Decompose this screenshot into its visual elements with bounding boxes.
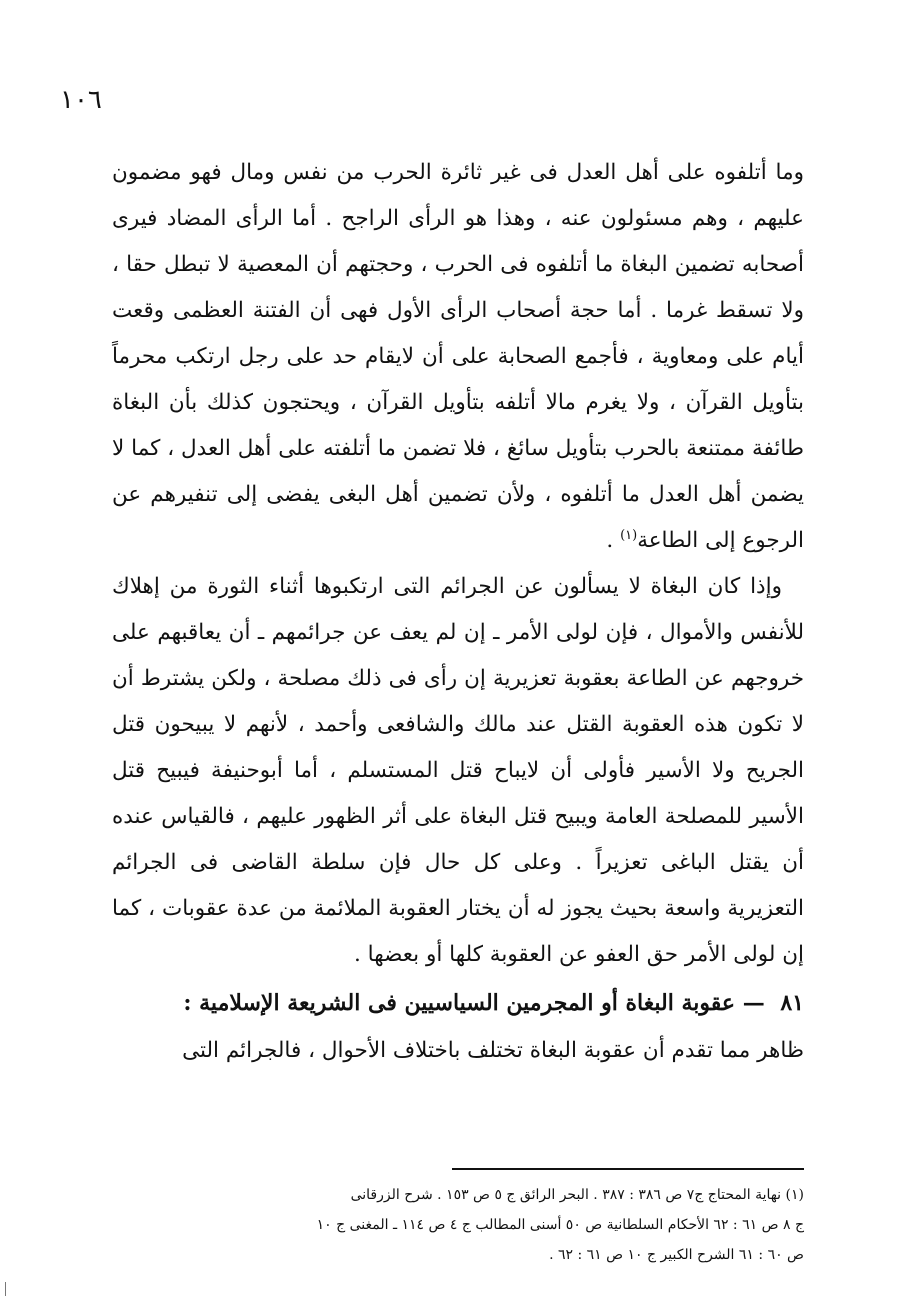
paragraph-1 — [112, 150, 804, 564]
section-title: عقوبة البغاة أو المجرمين السياسيين فى الشريعة الإسلامية : — [183, 990, 736, 1016]
footnote-line-1: (١) نهاية المحتاج ج٧ ص ٣٨٦ : ٣٨٧ . البحر الرائق ج ٥ ص ١٥٣ . شرح الزرقانى — [350, 1187, 804, 1203]
section-heading — [112, 978, 804, 1028]
footnote-line-2: ج ٨ ص ٦١ : ٦٢ الأحكام السلطانية ص ٥٠ أسنى المطالب ج ٤ ص ١١٤ ـ المغنى ج ١٠ — [316, 1217, 804, 1233]
footnotes — [112, 1180, 804, 1270]
scan-artifact — [5, 1282, 6, 1296]
paragraph-2 — [112, 564, 804, 978]
section-number: ٨١ — [780, 990, 804, 1016]
section-paragraph-text: ظاهر مما تقدم أن عقوبة البغاة تختلف باختلاف الأحوال ، فالجرائم التى — [182, 1038, 804, 1063]
footnote-reference[interactable]: (١) — [620, 527, 638, 543]
paragraph-1-text: وما أتلفوه على أهل العدل فى غير ثائرة الحرب من نفس ومال فهو مضمون عليهم ، وهم مسئولون عنه ، وهذا هو الرأى الراجح . أما الرأى المضاد فيرى أصحابه تضمين البغاة ما أتلفوه فى الحرب ، وحجتهم أن المعصية لا تبطل حقا ، ولا تسقط غرما . أما حجة أصحاب الرأى الأول فهى أن الفتنة العظمى وقعت أيام على ومعاوية ، فأجمع الصحابة على أن لايقام حد على رجل ارتكب محرماً بتأويل القرآن ، ولا يغرم مالا أتلفه بتأويل القرآن ، ويحتجون كذلك بأن البغاة طائفة ممتنعة بالحرب بتأويل سائغ ، فلا تضمن ما أتلفته على أهل العدل ، كما لا يضمن أهل العدل ما أتلفوه ، ولأن تضمين أهل البغى يفضى إلى تنفيرهم عن الرجوع إلى الطاعة — [112, 160, 804, 553]
footnote-line-3: ص ٦٠ : ٦١ الشرح الكبير ج ١٠ ص ٦١ : ٦٢ . — [549, 1247, 804, 1263]
page-number: ١٠٦ — [60, 85, 102, 115]
section-dash: — — [742, 990, 765, 1016]
main-text — [112, 150, 804, 1074]
section-paragraph — [112, 1028, 804, 1074]
footnote-divider — [452, 1168, 804, 1170]
paragraph-1-end: . — [606, 528, 621, 553]
paragraph-2-text: وإذا كان البغاة لا يسألون عن الجرائم التى ارتكبوها أثناء الثورة من إهلاك للأنفس والأموال ، فإن لولى الأمر ـ إن لم يعف عن جرائمهم ـ أن يعاقبهم على خروجهم عن الطاعة بعقوبة تعزيرية إن رأى فى ذلك مصلحة ، ولكن يشترط أن لا تكون هذه العقوبة القتل عند مالك والشافعى وأحمد ، لأنهم لا يبيحون قتل الجريح ولا الأسير فأولى أن لايباح قتل المستسلم ، أما أبوحنيفة فيبيح قتل الأسير للمصلحة العامة ويبيح قتل البغاة على أثر الظهور عليهم ، فالقياس عنده أن يقتل الباغى تعزيراً . وعلى كل حال فإن سلطة القاضى فى الجرائم التعزيرية واسعة بحيث يجوز له أن يختار العقوبة الملائمة من عدة عقوبات ، كما إن لولى الأمر حق العفو عن العقوبة كلها أو بعضها . — [112, 574, 804, 967]
